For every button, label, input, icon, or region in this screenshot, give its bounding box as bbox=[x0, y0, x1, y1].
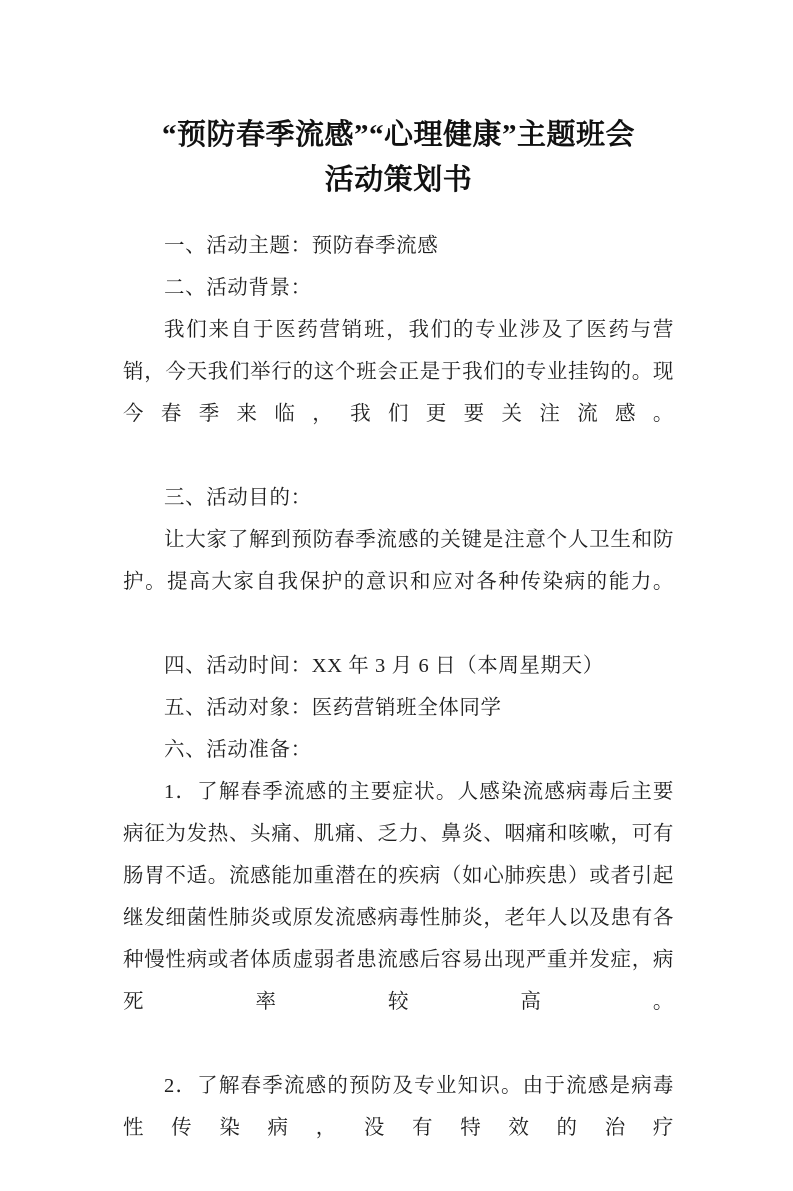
page-title-line-2: 活动策划书 bbox=[324, 164, 473, 196]
paragraph-section-6-preparation-heading: 六、活动准备： bbox=[164, 739, 312, 761]
paragraph-section-5-audience: 五、活动对象：医药营销班全体同学 bbox=[164, 697, 502, 719]
paragraph-section-2-background-body: 我们来自于医药营销班，我们的专业涉及了医药与营销，今天我们举行的这个班会正是于我们的专业挂钩的。现今春季来临，我们更要关注流感。 bbox=[123, 319, 674, 425]
paragraph-prep-item-2: 2．了解春季流感的预防及专业知识。由于流感是病毒性传染病，没有特效的治疗 bbox=[123, 1075, 674, 1139]
page-title bbox=[123, 0, 674, 203]
page-title-line-1: “预防春季流感”“心理健康”主题班会 bbox=[161, 119, 635, 151]
paragraph-section-2-background-heading: 二、活动背景： bbox=[164, 277, 312, 299]
document-content bbox=[123, 0, 674, 1191]
document-body bbox=[123, 225, 674, 1191]
paragraph-prep-item-1: 1．了解春季流感的主要症状。人感染流感病毒后主要病征为发热、头痛、肌痛、乏力、鼻炎、咽痛和咳嗽，可有肠胃不适。流感能加重潜在的疾病（如心肺疾患）或者引起继发细菌性肺炎或原发流感病毒性肺炎，老年人以及患有各种慢性病或者体质虚弱者患流感后容易出现严重并发症，病死率较高。 bbox=[123, 781, 674, 1013]
paragraph-section-4-time: 四、活动时间：XX 年 3 月 6 日（本周星期天） bbox=[164, 655, 604, 677]
paragraph-section-1-theme: 一、活动主题：预防春季流感 bbox=[164, 235, 439, 257]
paragraph-section-3-purpose-body: 让大家了解到预防春季流感的关键是注意个人卫生和防护。提高大家自我保护的意识和应对各种传染病的能力。 bbox=[123, 529, 674, 593]
paragraph-section-3-purpose-heading: 三、活动目的： bbox=[164, 487, 312, 509]
